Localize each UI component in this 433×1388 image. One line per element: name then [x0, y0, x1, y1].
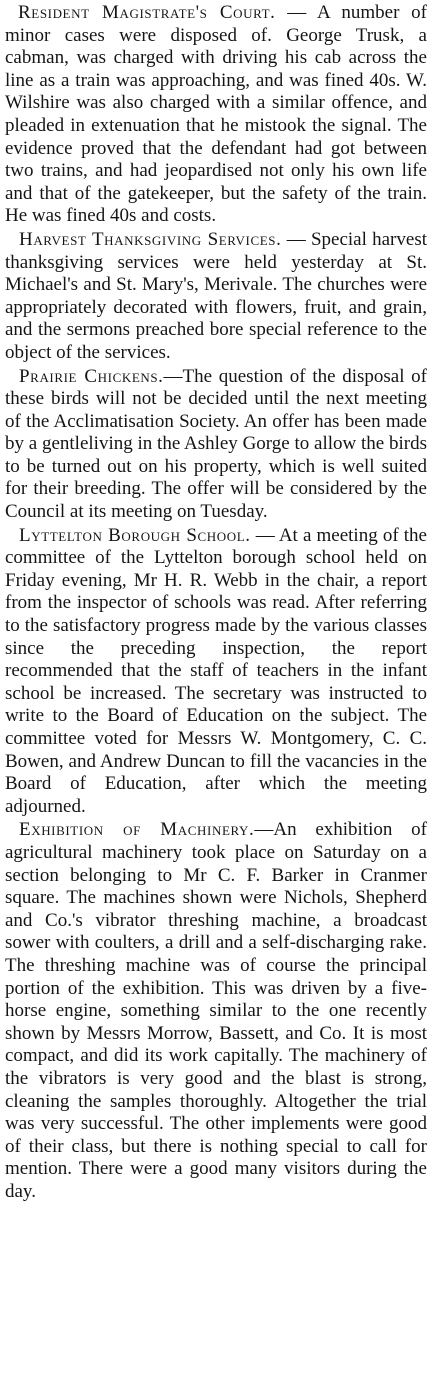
article-heading: Harvest Thanksgiving Services. [19, 228, 282, 250]
article-resident-magistrates-court [5, 2, 427, 228]
article-exhibition-of-machinery [5, 819, 427, 1203]
article-harvest-thanksgiving-services [5, 229, 427, 365]
article-heading: Exhibition of Machinery. [19, 819, 255, 841]
article-heading: Resident Magistrate's Court. [18, 2, 276, 23]
article-body: — At a meeting of the committee of the Lyttelton borough school held on Friday evening, Mr H. R. Webb in the chair, a report from the inspector of schools was read. After referring to the satisfactory progress made by the various classes since the preceding inspection, the report recommended that the staff of teachers in the infant school be increased. The secretary was instructed to write to the Board of Education on the subject. The committee voted for Messrs W. Montgomery, C. C. Bowen, and Andrew Duncan to fill the vacancies in the Board of Education, after which the meeting adjourned. [5, 524, 427, 817]
article-body: — A number of minor cases were disposed of. George Trusk, a cabman, was charged with driving his cab across the line as a train was approaching, and was fined 40s. W. Wilshire was also charged with a similar offence, and pleaded in extenuation that he mistook the signal. The evidence proved that the defendant had got between two trains, and had jeopardised not only his own life and that of the gatekeeper, but the safety of the train. He was fined 40s and costs. [5, 2, 427, 227]
article-prairie-chickens [5, 366, 427, 524]
article-heading: Lyttelton Borough School. [19, 524, 251, 546]
article-body: —The question of the disposal of these birds will not be decided until the next meeting of the Acclimatisation Society. An offer has been made by a gentleliving in the Ashley Gorge to allow the birds to be turned out on his property, which is well suited for their breeding. The offer will be considered by the Council at its meeting on Tuesday. [5, 365, 427, 523]
article-heading: Prairie Chickens. [19, 365, 164, 387]
article-body: — Special harvest thanksgiving services were held yesterday at St. Michael's and St. Mary's, Merivale. The churches were appropriately decorated with flowers, fruit, and grain, and the sermons preached bore special reference to the object of the services. [5, 228, 427, 363]
article-lyttelton-borough-school [5, 525, 427, 819]
article-body: —An exhibition of agricultural machinery took place on Saturday on a section belonging to Mr C. F. Barker in Cranmer square. The machines shown were Nichols, Shepherd and Co.'s vibrator threshing machine, a broadcast sower with coulters, a drill and a self-discharging rake. The threshing machine was of course the principal portion of the exhibition. This was driven by a five-horse engine, something similar to the one recently shown by Messrs Morrow, Bassett, and Co. It is most compact, and did its work capitally. The machinery of the vibrators is very good and the blast is strong, cleaning the samples thoroughly. Altogether the trial was very successful. The other implements were good of their class, but there is nothing special to call for mention. There were a good many visitors during the day. [5, 819, 427, 1202]
